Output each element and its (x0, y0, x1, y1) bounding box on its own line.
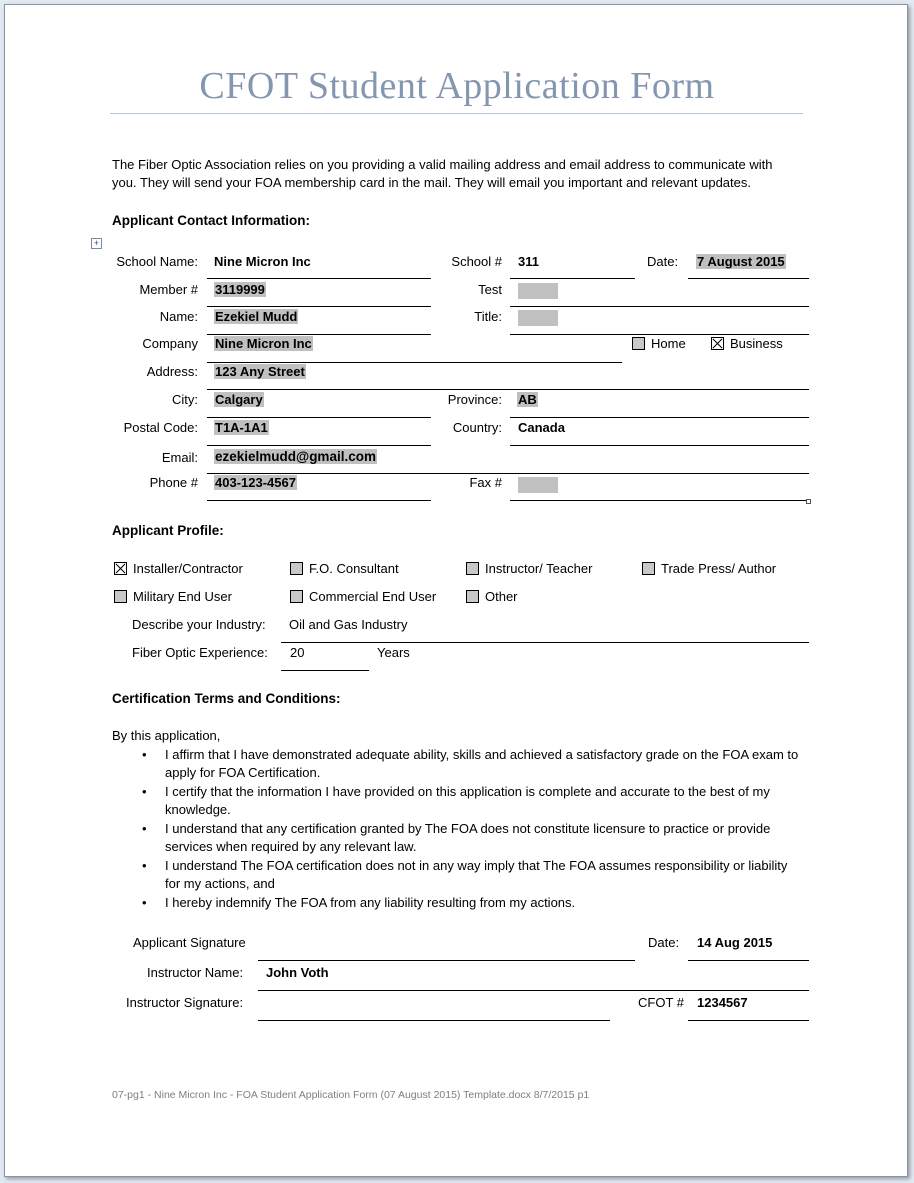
cfot-label: CFOT # (638, 995, 684, 1010)
test-field[interactable] (518, 283, 558, 299)
name-field[interactable] (214, 309, 298, 324)
industry-underline (281, 642, 809, 643)
country-field[interactable]: Canada (518, 420, 565, 435)
instructor-signature-label: Instructor Signature: (126, 995, 244, 1010)
home-label: Home (651, 336, 686, 351)
address-label: Address: (146, 364, 198, 379)
school-num-underline (510, 278, 635, 279)
signature-date-field[interactable]: 14 Aug 2015 (697, 935, 773, 950)
date-label: Date: (647, 254, 679, 269)
bullet: • (142, 747, 147, 762)
profile-label-commercial: Commercial End User (309, 589, 437, 604)
email-value: ezekielmudd@gmail.com (215, 449, 376, 464)
terms-item (112, 894, 802, 912)
postal-field[interactable] (214, 420, 269, 435)
test-label: Test (478, 282, 502, 297)
experience-label: Fiber Optic Experience: (132, 645, 268, 660)
phone-field[interactable] (214, 475, 297, 490)
test-underline (510, 306, 809, 307)
date-value: 7 August 2015 (697, 254, 785, 269)
city-underline (207, 417, 431, 418)
terms-item (112, 857, 802, 893)
profile-label-installer: Installer/Contractor (133, 561, 243, 576)
address-underline (207, 389, 809, 390)
member-underline (207, 306, 431, 307)
terms-item-text: I understand that any certification granted by The FOA does not constitute licensure to practice or provide services when required by any relevant law. (165, 821, 771, 854)
province-value: AB (518, 392, 537, 407)
applicant-signature-line[interactable] (258, 960, 635, 961)
profile-checkbox-consultant[interactable] (290, 562, 303, 575)
member-value: 3119999 (215, 282, 265, 297)
profile-checkbox-commercial[interactable] (290, 590, 303, 603)
cfot-field[interactable]: 1234567 (697, 995, 748, 1010)
contact-heading: Applicant Contact Information: (112, 213, 310, 228)
school-name-underline (207, 278, 431, 279)
address-field[interactable] (214, 364, 306, 379)
profile-checkbox-trade-press[interactable] (642, 562, 655, 575)
instructor-name-label: Instructor Name: (147, 965, 244, 980)
title-rule (110, 113, 803, 114)
title-underline (510, 334, 809, 335)
postal-label: Postal Code: (123, 420, 198, 435)
company-value: Nine Micron Inc (215, 336, 312, 351)
profile-label-consultant: F.O. Consultant (309, 561, 399, 576)
experience-field[interactable]: 20 (290, 645, 305, 660)
instructor-signature-line[interactable] (258, 1020, 610, 1021)
phone-underline (207, 500, 431, 501)
city-field[interactable] (214, 392, 264, 407)
name-value: Ezekiel Mudd (215, 309, 298, 324)
name-underline (207, 334, 431, 335)
email-label: Email: (161, 450, 198, 465)
terms-item-text: I understand The FOA certification does not in any way imply that The FOA assumes responsibility or liability for my actions, and (165, 858, 788, 891)
terms-item (112, 746, 802, 782)
business-checkbox[interactable] (711, 337, 724, 350)
profile-checkbox-military[interactable] (114, 590, 127, 603)
terms-item-text: I affirm that I have demonstrated adequate ability, skills and achieved a satisfactory grade on the FOA exam to apply for FOA Certification. (165, 747, 799, 780)
title-label: Title: (474, 309, 502, 324)
postal-underline (207, 445, 431, 446)
signature-date-label: Date: (648, 935, 680, 950)
province-field[interactable] (517, 392, 538, 407)
cfot-underline (688, 1020, 809, 1021)
terms-item-text: I hereby indemnify The FOA from any liability resulting from my actions. (165, 895, 576, 910)
terms-intro: By this application, (112, 728, 221, 743)
terms-heading: Certification Terms and Conditions: (112, 691, 341, 706)
fax-field[interactable] (518, 477, 558, 493)
profile-checkbox-other[interactable] (466, 590, 479, 603)
email-field[interactable] (214, 449, 377, 464)
terms-item (112, 783, 802, 819)
company-label: Company (142, 336, 198, 351)
fax-underline (510, 500, 809, 501)
industry-field[interactable]: Oil and Gas Industry (289, 617, 408, 632)
title-field[interactable] (518, 310, 558, 326)
profile-label-instructor: Instructor/ Teacher (485, 561, 593, 576)
table-resize-handle[interactable] (806, 499, 811, 504)
profile-heading: Applicant Profile: (112, 523, 224, 538)
date-underline (688, 278, 809, 279)
province-underline (510, 417, 809, 418)
business-label: Business (730, 336, 783, 351)
name-label: Name: (159, 309, 198, 324)
school-name-field[interactable]: Nine Micron Inc (214, 254, 311, 269)
terms-list (112, 746, 802, 913)
bullet: • (142, 858, 147, 873)
intro-line-2: you. They will send your FOA membership card in the mail. They will email you important and relevant updates. (112, 175, 751, 190)
table-move-handle-icon[interactable]: + (91, 238, 102, 249)
province-label: Province: (447, 392, 502, 407)
instructor-name-underline (258, 990, 809, 991)
school-num-field[interactable]: 311 (518, 254, 539, 269)
phone-label: Phone # (149, 475, 198, 490)
terms-item-text: I certify that the information I have provided on this application is complete and accurate to the best of my knowledge. (165, 784, 770, 817)
member-label: Member # (139, 282, 198, 297)
intro-line-1: The Fiber Optic Association relies on you providing a valid mailing address and email address to communicate with (112, 157, 773, 172)
profile-label-other: Other (485, 589, 518, 604)
profile-checkbox-instructor[interactable] (466, 562, 479, 575)
date-field[interactable] (696, 254, 786, 269)
fax-label: Fax # (469, 475, 502, 490)
profile-checkbox-installer[interactable] (114, 562, 127, 575)
home-checkbox[interactable] (632, 337, 645, 350)
company-underline (207, 362, 622, 363)
school-name-label: School Name: (116, 254, 198, 269)
postal-value: T1A-1A1 (215, 420, 268, 435)
company-field[interactable] (214, 336, 313, 351)
bullet: • (142, 895, 147, 910)
country-label: Country: (452, 420, 502, 435)
member-field[interactable] (214, 282, 266, 297)
applicant-signature-label: Applicant Signature (133, 935, 246, 950)
city-value: Calgary (215, 392, 263, 407)
signature-date-underline (688, 960, 809, 961)
instructor-name-field[interactable]: John Voth (266, 965, 329, 980)
experience-underline (281, 670, 369, 671)
address-value: 123 Any Street (215, 364, 305, 379)
country-underline (510, 445, 809, 446)
industry-label: Describe your Industry: (132, 617, 266, 632)
years-label: Years (377, 645, 410, 660)
page-title: CFOT Student Application Form (199, 65, 715, 107)
page-footer: 07-pg1 - Nine Micron Inc - FOA Student Application Form (07 August 2015) Template.docx 8/7/2015 p1 (112, 1089, 590, 1101)
bullet: • (142, 821, 147, 836)
phone-value: 403-123-4567 (215, 475, 296, 490)
school-num-label: School # (451, 254, 502, 269)
bullet: • (142, 784, 147, 799)
profile-label-military: Military End User (133, 589, 232, 604)
terms-item (112, 820, 802, 856)
profile-label-trade-press: Trade Press/ Author (661, 561, 777, 576)
city-label: City: (172, 392, 198, 407)
email-underline (207, 473, 809, 474)
